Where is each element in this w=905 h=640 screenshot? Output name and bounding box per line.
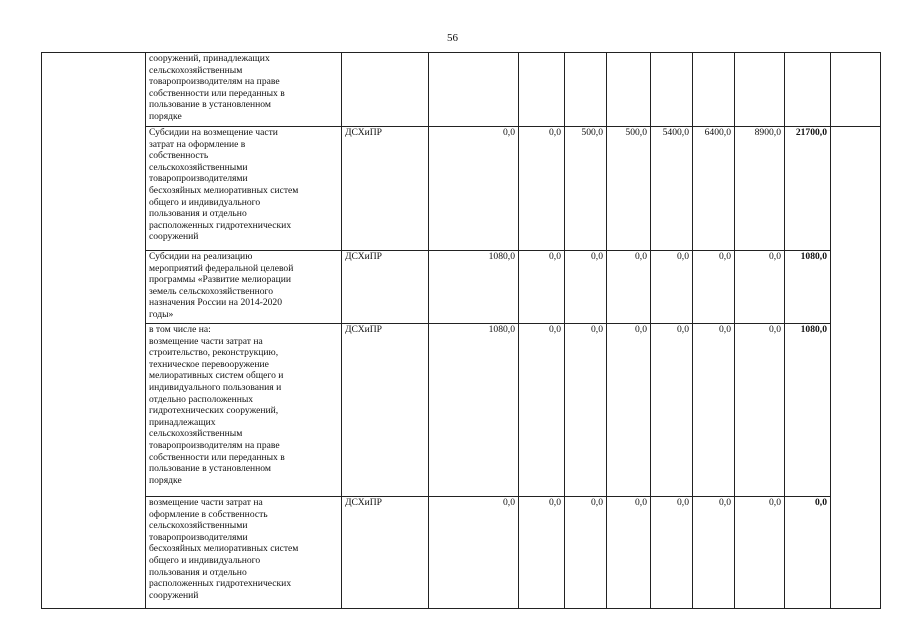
table-row: [42, 53, 881, 127]
description-cell: Субсидии на возмещение части затрат на оформление в собственность сельскохозяйственными товаропроизводителями бесхозяйных мелиоративных систем общего и индивидуального пользования и отдельно расположенных гидротехнических сооружений: [146, 127, 342, 251]
value-cell: 8900,0: [735, 127, 785, 251]
value-cell: 0,0: [565, 497, 607, 609]
value-cell: 500,0: [565, 127, 607, 251]
table-row: [42, 251, 881, 324]
value-cell: 0,0: [693, 324, 735, 497]
executor-cell: ДСХиПР: [342, 251, 429, 324]
total-cell: 21700,0: [785, 127, 831, 251]
page-number: 56: [447, 32, 458, 44]
value-cell: 0,0: [693, 497, 735, 609]
value-cell: 0,0: [565, 324, 607, 497]
value-cell: [735, 53, 785, 127]
total-cell: 0,0: [785, 497, 831, 609]
table-row: [42, 324, 881, 497]
value-cell: [607, 53, 651, 127]
section-number-cell: [42, 53, 146, 609]
value-cell: 0,0: [519, 251, 565, 324]
value-cell: 0,0: [651, 497, 693, 609]
description-cell: в том числе на: возмещение части затрат на строительство, реконструкцию, техническое перевооружение мелиоративных систем общего и индивидуального пользования и отдельно расположенных гидротехнических сооружений, принадлежащих сельскохозяйственным товаропроизводителям на праве собственности или переданных в пользование в установленном порядке: [146, 324, 342, 497]
value-cell: [429, 53, 519, 127]
value-cell: [651, 53, 693, 127]
value-cell: 0,0: [651, 324, 693, 497]
value-cell: 0,0: [693, 251, 735, 324]
value-cell: 0,0: [519, 127, 565, 251]
description-cell: Субсидии на реализацию мероприятий федеральной целевой программы «Развитие мелиорации земель сельскохозяйственного назначения России на 2014-2020 годы»: [146, 251, 342, 324]
value-cell: [785, 53, 831, 127]
table-row: [42, 127, 881, 251]
total-cell: 1080,0: [785, 251, 831, 324]
value-cell: [693, 53, 735, 127]
value-cell: 0,0: [607, 324, 651, 497]
budget-table: [41, 52, 881, 609]
value-cell: 0,0: [651, 251, 693, 324]
executor-cell: ДСХиПР: [342, 127, 429, 251]
value-cell: 1080,0: [429, 324, 519, 497]
value-cell: 0,0: [429, 497, 519, 609]
value-cell: 6400,0: [693, 127, 735, 251]
value-cell: 0,0: [519, 497, 565, 609]
executor-cell: [342, 53, 429, 127]
total-cell: 1080,0: [785, 324, 831, 497]
value-cell: [565, 53, 607, 127]
value-cell: [519, 53, 565, 127]
total-cell: [831, 53, 881, 127]
executor-cell: ДСХиПР: [342, 497, 429, 609]
table-row: [42, 497, 881, 609]
value-cell: 0,0: [735, 324, 785, 497]
value-cell: 0,0: [607, 251, 651, 324]
description-cell: сооружений, принадлежащих сельскохозяйственным товаропроизводителям на праве собственности или переданных в пользование в установленном порядке: [146, 53, 342, 127]
value-cell: 500,0: [607, 127, 651, 251]
value-cell: 0,0: [735, 251, 785, 324]
description-cell: возмещение части затрат на оформление в собственность сельскохозяйственными товаропроизводителями бесхозяйных мелиоративных систем общего и индивидуального пользования и отдельно расположенных гидротехнических сооружений: [146, 497, 342, 609]
value-cell: 0,0: [429, 127, 519, 251]
value-cell: 0,0: [735, 497, 785, 609]
value-cell: 0,0: [519, 324, 565, 497]
value-cell: 0,0: [607, 497, 651, 609]
value-cell: 0,0: [565, 251, 607, 324]
value-cell: 1080,0: [429, 251, 519, 324]
executor-cell: ДСХиПР: [342, 324, 429, 497]
value-cell: 5400,0: [651, 127, 693, 251]
